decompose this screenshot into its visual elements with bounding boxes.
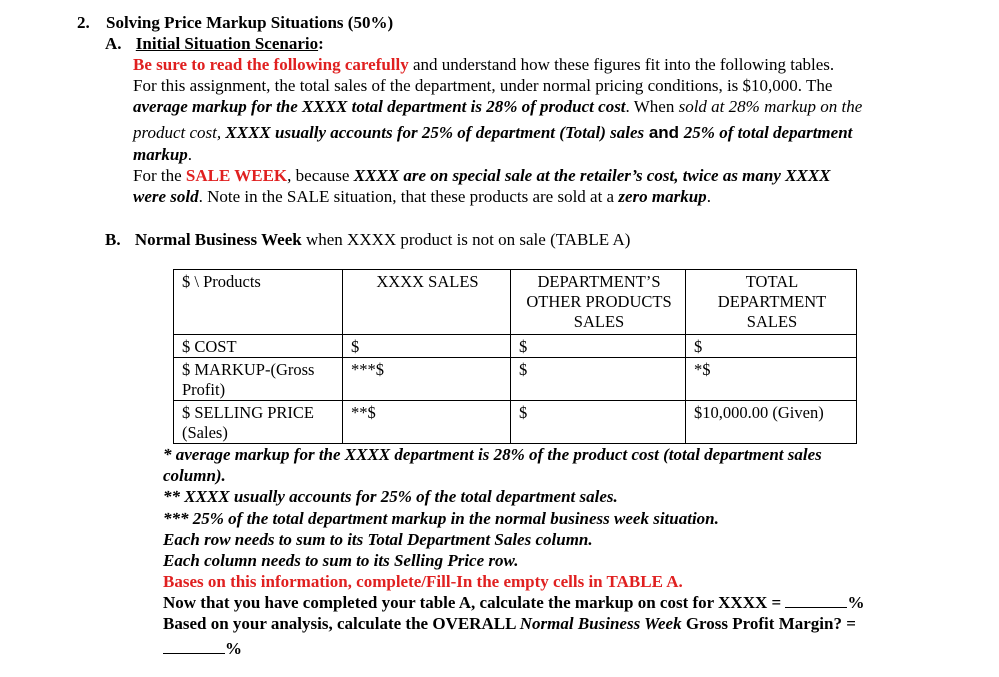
xxxx-sales-share-statement: XXXX usually accounts for 25% of department (Total) sales (225, 123, 645, 142)
header-products-text: $ \ Products (182, 272, 261, 291)
cell-selling-other-value: $ (519, 403, 528, 422)
paragraph-line-1-rest: and understand how these figures fit into the following tables. (408, 55, 835, 74)
subsection-b-rest: when XXXX product is not on sale (TABLE A) (301, 230, 631, 249)
header-xxxx-sales-text: XXXX SALES (376, 272, 479, 291)
instruction-fill-table: Bases on this information, complete/Fill-In the empty cells in TABLE A. (163, 572, 683, 591)
header-total-line-2: DEPARTMENT (717, 292, 827, 311)
row-label-markup (174, 358, 343, 401)
markup-word: markup (133, 145, 188, 164)
cell-selling-total (686, 401, 857, 444)
cell-markup-xxxx[interactable] (343, 358, 511, 401)
paragraph-line-3-rest: . When (625, 97, 679, 116)
subsection-a-heading (105, 34, 324, 54)
row-label-selling-line-2: (Sales) (182, 423, 228, 442)
question-markup-on-cost-text: Now that you have completed your table A, calculate the markup on cost for XXXX = (163, 593, 786, 612)
cell-cost-other[interactable] (511, 335, 686, 358)
row-label-markup-line-2: Profit) (182, 380, 226, 399)
question-gpm-percent-sign: % (225, 639, 242, 658)
cell-markup-other-value: $ (519, 360, 528, 379)
section-title: Solving Price Markup Situations (50%) (106, 13, 394, 32)
question-gpm-text-start: Based on your analysis, calculate the OVERALL (163, 614, 520, 633)
paragraph-line-1 (133, 55, 834, 75)
table-row-selling-price (174, 401, 857, 444)
question-gross-profit-margin (163, 614, 856, 634)
answer-line-gross-profit-margin (163, 639, 242, 659)
cell-markup-other[interactable] (511, 358, 686, 401)
header-other-line-3: SALES (573, 312, 625, 331)
cell-cost-other-value: $ (519, 337, 528, 356)
markup-share-statement: 25% of total department (683, 123, 853, 142)
special-sale-statement: XXXX are on special sale at the retailer’s cost, twice as many XXXX (353, 166, 831, 185)
row-label-selling-line-1: $ SELLING PRICE (182, 403, 314, 422)
subsection-b-label: B. (105, 230, 121, 249)
paragraph-line-2: For this assignment, the total sales of the department, under normal pricing conditions, is $10,000. The (133, 76, 833, 95)
note-xxxx-share: ** XXXX usually accounts for 25% of the total department sales. (163, 487, 618, 506)
paragraph-and: and (644, 123, 684, 142)
header-other-line-1: DEPARTMENT’S (537, 272, 661, 291)
header-xxxx-sales (343, 270, 511, 335)
subsection-a-title: Initial Situation Scenario (135, 34, 319, 53)
table-a (173, 269, 857, 444)
cell-cost-xxxx[interactable] (343, 335, 511, 358)
paragraph-line-4-italic: product cost, (133, 123, 226, 142)
subsection-a-colon: : (318, 34, 324, 53)
subsection-a-label: A. (105, 34, 122, 53)
row-label-cost-text: $ COST (182, 337, 237, 356)
note-row-sum: Each row needs to sum to its Total Department Sales column. (163, 530, 593, 549)
read-carefully-warning: Be sure to read the following carefully (133, 55, 409, 74)
answer-blank-gross-profit-margin[interactable] (163, 639, 225, 654)
section-heading (77, 13, 393, 33)
paragraph-line-5-rest: . (187, 145, 193, 164)
table-row-markup (174, 358, 857, 401)
sale-week-label: SALE WEEK (185, 166, 288, 185)
cell-selling-xxxx[interactable] (343, 401, 511, 444)
cell-cost-xxxx-value: $ (351, 337, 360, 356)
paragraph-line-6-mid: , because (287, 166, 354, 185)
section-number: 2. (77, 13, 90, 32)
question-markup-percent-sign: % (847, 593, 865, 612)
answer-blank-markup-on-cost[interactable] (785, 593, 847, 608)
paragraph-line-4 (133, 123, 852, 143)
average-markup-statement: average markup for the XXXX total department is 28% of product cost (133, 97, 626, 116)
paragraph-line-6 (133, 166, 831, 186)
header-total-department (686, 270, 857, 335)
paragraph-line-6-start: For the (133, 166, 186, 185)
paragraph-line-7-mid: . Note in the SALE situation, that these products are sold at a (198, 187, 619, 206)
note-markup-share: *** 25% of the total department markup in the normal business week situation. (163, 509, 719, 528)
header-total-line-3: SALES (746, 312, 798, 331)
paragraph-line-5 (133, 145, 192, 165)
cell-cost-total-value: $ (694, 337, 703, 356)
row-label-markup-line-1: $ MARKUP-(Gross (182, 360, 315, 379)
table-row-cost (174, 335, 857, 358)
note-column-sum: Each column needs to sum to its Selling Price row. (163, 551, 519, 570)
note-average-markup-line-1: * average markup for the XXXX department is 28% of the product cost (total department sales (163, 445, 822, 464)
header-total-line-1: TOTAL (745, 272, 799, 291)
subsection-b-heading (105, 230, 630, 250)
paragraph-line-3-italic: sold at 28% markup on the (678, 97, 863, 116)
zero-markup-phrase: zero markup (618, 187, 707, 206)
subsection-b-title: Normal Business Week (134, 230, 302, 249)
question-markup-on-cost (163, 593, 864, 613)
header-other-line-2: OTHER PRODUCTS (526, 292, 672, 311)
paragraph-line-7-end: . (706, 187, 711, 206)
header-products (174, 270, 343, 335)
question-gpm-normal-week: Normal Business Week (519, 614, 682, 633)
note-average-markup-line-2: column). (163, 466, 226, 485)
question-gpm-text-end: Gross Profit Margin? = (681, 614, 856, 633)
paragraph-line-3 (133, 97, 862, 117)
table-header-row (174, 270, 857, 335)
cell-selling-xxxx-value: **$ (351, 403, 376, 422)
row-label-cost (174, 335, 343, 358)
cell-selling-other[interactable] (511, 401, 686, 444)
cell-selling-total-value: $10,000.00 (Given) (694, 403, 824, 422)
cell-markup-total-value: *$ (694, 360, 711, 379)
row-label-selling-price (174, 401, 343, 444)
header-other-products (511, 270, 686, 335)
cell-markup-xxxx-value: ***$ (351, 360, 384, 379)
were-sold-phrase: were sold (133, 187, 199, 206)
cell-cost-total[interactable] (686, 335, 857, 358)
paragraph-line-7 (133, 187, 711, 207)
cell-markup-total[interactable] (686, 358, 857, 401)
